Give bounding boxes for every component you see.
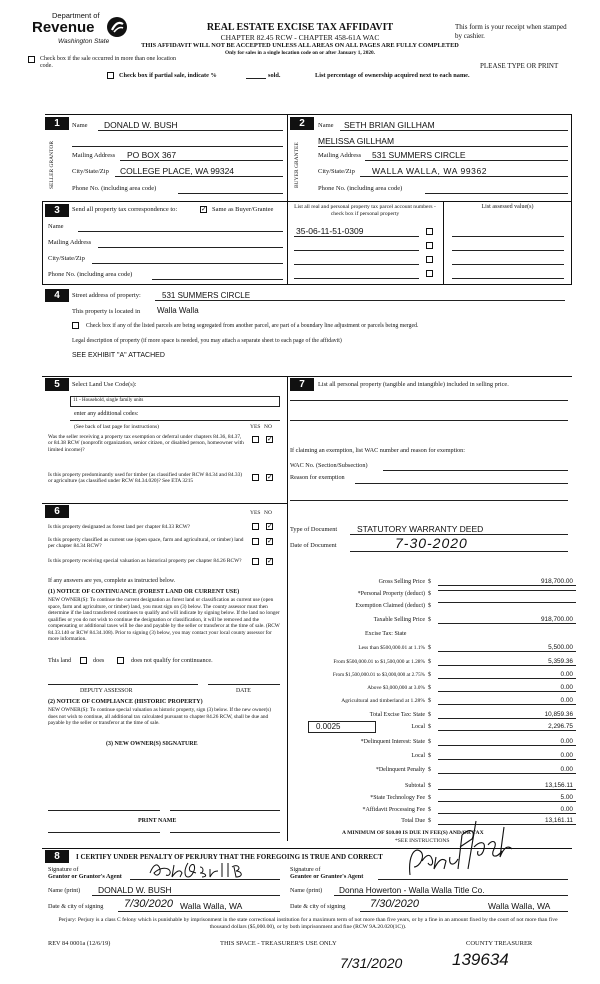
notice-compliance-body: NEW OWNER(S): To continue special valuation as historic property, sign (3) below. If the new owner(s) does not wish to continue, all additional tax calculated pursuant to chapter 84.26 RCW, shall be due and payable by the seller or transferor at the time of sale. — [48, 707, 272, 726]
if-any-yes-text: If any answers are yes, complete as instructed below. — [48, 578, 176, 584]
sec6-q2-no-checkbox[interactable]: ✓ — [267, 537, 273, 545]
send-correspondence-label: Send all property tax correspondence to: — [72, 206, 178, 213]
parcel-1-checkbox[interactable] — [426, 228, 433, 235]
parcel-line-1[interactable] — [294, 236, 419, 237]
doc-date-value: 7-30-2020 — [395, 535, 468, 551]
grantee-date-label: Date & city of signing — [290, 903, 346, 910]
seller-city-line — [115, 176, 283, 177]
doc-type-label: Type of Document — [290, 526, 338, 533]
sec5-q2-yes-checkbox[interactable] — [252, 474, 259, 481]
sec6-q3-no-checkbox[interactable]: ✓ — [267, 557, 273, 565]
seller-phone-line — [178, 193, 283, 194]
same-as-buyer-label: Same as Buyer/Grantee — [212, 206, 274, 213]
street-address-label: Street address of property: — [72, 292, 141, 299]
grantor-sig-label-1: Signature of — [48, 866, 79, 873]
does-label: does — [93, 657, 105, 664]
parcel-4-checkbox[interactable] — [426, 270, 433, 277]
buyer-mailing-value: 531 SUMMERS CIRCLE — [372, 150, 466, 160]
multi-location-label: Check box if the sale occurred in more than one location code. — [40, 56, 176, 69]
grantor-date-value: 7/30/2020 — [124, 898, 173, 910]
buyer-name-value-2: MELISSA GILLHAM — [318, 136, 395, 146]
grantor-sig-label-2: Grantor or Grantor's Agent — [48, 873, 122, 880]
sec5-q2-no-checkbox[interactable]: ✓ — [267, 473, 273, 481]
multi-location-checkbox[interactable] — [28, 56, 35, 63]
assessed-header: List assessed value(s) — [481, 204, 534, 210]
revenue-logo-icon — [106, 16, 128, 38]
does-qualify-checkbox[interactable] — [80, 657, 87, 664]
parcel-3-checkbox[interactable] — [426, 256, 433, 263]
assessed-line-2[interactable] — [452, 250, 564, 251]
grantee-name-line[interactable] — [334, 895, 568, 896]
warning-text: THIS AFFIDAVIT WILL NOT BE ACCEPTED UNLESS ALL AREAS ON ALL PAGES ARE FULLY COMPLETED — [141, 42, 459, 49]
tax-row: Local $ 2,296.75 — [290, 724, 590, 735]
segregated-label: Check box if any of the listed parcels are being segregated from another parcel, are part of a boundary line adjustment or parcels being merged. — [86, 323, 419, 329]
new-owner-signature-label: (3) NEW OWNER(S) SIGNATURE — [106, 741, 198, 747]
notice-continuance-title: (1) NOTICE OF CONTINUANCE (FOREST LAND OR CURRENT USE) — [48, 589, 240, 595]
doc-date-label: Date of Document — [290, 542, 337, 549]
deputy-date-line[interactable] — [208, 684, 280, 685]
center-column-divider — [287, 376, 288, 841]
sec6-top-rule — [42, 503, 287, 504]
additional-codes-line[interactable] — [70, 420, 280, 421]
new-owner-sig-line-right[interactable] — [170, 810, 280, 811]
revenue-text: Revenue — [32, 19, 95, 36]
sec6-question-3: Is this property receiving special valuation as historical property per chapter 84.26 RCW? — [48, 558, 242, 564]
grantee-sig-label-2: Grantee or Grantee's Agent — [290, 873, 364, 880]
grantor-signature-icon — [148, 859, 248, 881]
sec3-phone-label: Phone No. (including area code) — [48, 271, 133, 278]
doc-date-line[interactable] — [350, 551, 568, 552]
parcel-line-4[interactable] — [294, 278, 419, 279]
section-5-number: 5 — [45, 378, 69, 391]
buyer-name-line-2 — [318, 146, 568, 147]
assessed-line-4[interactable] — [452, 278, 564, 279]
section-4-number: 4 — [45, 289, 69, 302]
buyer-mailing-label: Mailing Address — [318, 152, 362, 159]
section-1-number: 1 — [45, 117, 69, 130]
seller-phone-label: Phone No. (including area code) — [72, 185, 157, 192]
tax-row: *Personal Property (deduct) $ — [290, 591, 590, 602]
treasurer-space: THIS SPACE - TREASURER'S USE ONLY — [220, 940, 337, 947]
seller-blank-line — [72, 146, 283, 147]
new-owner-sig-line-left[interactable] — [48, 810, 160, 811]
tax-row: Subtotal $ 13,156.11 — [290, 783, 590, 794]
grantee-signature-icon — [400, 817, 520, 879]
buyer-phone-label: Phone No. (including area code) — [318, 185, 403, 192]
sec5-question-1: Was the seller receiving a property tax exemption or deferral under chapters 84.36, 84.37, or 84.38 RCW (nonprofit organization, senior citizen, or disabled person, homeowner with limited income)? — [48, 434, 244, 453]
exemption-label: If claiming an exemption, list WAC number and reason for exemption: — [290, 447, 465, 454]
sec3-divider — [287, 201, 288, 285]
sec1-sec2-divider — [287, 114, 288, 202]
buyer-grantee-label: BUYER GRANTEE — [294, 142, 300, 188]
grantee-date-line[interactable] — [360, 911, 568, 912]
tax-row: Total Excise Tax: State $ 10,859.36 — [290, 712, 590, 723]
tax-row: From $500,000.01 to $1,500,000 at 1.28% $ 5,359.36 — [290, 659, 590, 670]
reason-label: Reason for exemption — [290, 474, 345, 481]
reason-line-1[interactable] — [355, 483, 568, 484]
dept-of-text: Department of — [52, 11, 100, 20]
tax-row: Exemption Claimed (deduct) $ — [290, 603, 590, 614]
sec5-yes-header: YES — [250, 424, 261, 430]
sec3-city-label: City/State/Zip — [48, 255, 85, 262]
grantor-name-line[interactable] — [92, 895, 280, 896]
grantee-name-label: Name (print) — [290, 887, 323, 894]
tax-row: Agricultural and timberland at 1.28% $ 0.00 — [290, 698, 590, 709]
seller-grantor-label: SELLER GRANTOR — [49, 140, 55, 190]
partial-sale-checkbox[interactable] — [107, 72, 114, 79]
assessed-line-3[interactable] — [452, 264, 564, 265]
legal-description-label: Legal description of property (if more space is needed, you may attach a separate sheet to each page of the affidavit) — [72, 338, 342, 344]
sec6-question-1: Is this property designated as forest land per chapter 84.33 RCW? — [48, 524, 191, 530]
perjury-text — [48, 917, 568, 931]
sec6-q2-yes-checkbox[interactable] — [252, 538, 259, 545]
grantor-date-label: Date & city of signing — [48, 903, 104, 910]
tax-row: Less than $500,000.01 at 1.1% $ 5,500.00 — [290, 645, 590, 656]
buyer-city-value: WALLA WALLA, WA 99362 — [372, 166, 488, 176]
doc-type-value: STATUTORY WARRANTY DEED — [357, 524, 484, 534]
tax-row: Taxable Selling Price $ 918,700.00 — [290, 617, 590, 628]
form-id: REV 84 0001a (12/6/19) — [48, 940, 111, 947]
buyer-mailing-line — [365, 160, 568, 161]
sec3-mailing-label: Mailing Address — [48, 239, 92, 246]
receipt-note: This form is your receipt when stamped by cashier. — [455, 23, 567, 40]
section-7-number: 7 — [290, 378, 314, 391]
print-name-line-left[interactable] — [48, 832, 160, 833]
seller-city-value: COLLEGE PLACE, WA 99324 — [120, 166, 235, 176]
sec6-q3-yes-checkbox[interactable] — [252, 558, 259, 565]
sec1-top-rule — [45, 114, 572, 115]
washington-state-text: Washington State — [58, 38, 110, 45]
grantor-name-value: DONALD W. BUSH — [98, 885, 172, 895]
perjury-body: Perjury: Perjury is a class C felony which is punishable by imprisonment in the state correctional institution for a maximum term of not more than five years, or by a fine in an amount fixed by the court of not more than five thousand dollars ($5,000.00), or by both imprisonment and fine (RCW 9A.20.020(1C)). — [58, 917, 558, 930]
tax-row: Total Due $ 13,161.11 — [290, 818, 590, 829]
sec5-no-header: NO — [264, 424, 272, 430]
local-rate-value: 0.0025 — [316, 722, 341, 731]
does-not-qualify-checkbox[interactable] — [117, 657, 124, 664]
ownership-note: List percentage of ownership acquired next to each name. — [315, 72, 470, 79]
parcel-line-2[interactable] — [294, 250, 419, 251]
tax-row: *Delinquent Interest: State $ 0.00 — [290, 739, 590, 750]
seller-name-line — [98, 130, 283, 131]
tax-row: From $1,500,000.01 to $3,000,000 at 2.75% $ 0.00 — [290, 672, 590, 683]
tax-row: *Affidavit Processing Fee $ 0.00 — [290, 807, 590, 818]
assessed-line-1[interactable] — [452, 236, 564, 237]
buyer-name-label: Name — [318, 122, 334, 129]
section-2-number: 2 — [290, 117, 314, 130]
land-use-value: 11 - Household, single family units — [73, 398, 144, 403]
personal-property-line-1[interactable] — [290, 400, 568, 401]
parcel-line-3[interactable] — [294, 264, 419, 265]
parcel-header: List all real and personal property tax parcel account numbers - check box if personal property — [294, 204, 436, 217]
sec5-q1-yes-checkbox[interactable] — [252, 436, 259, 443]
tax-row: *State Technology Fee $ 5.00 — [290, 795, 590, 806]
sec6-yes-header: YES — [250, 510, 261, 516]
additional-codes-label: enter any additional codes: — [74, 411, 139, 417]
sec3-mailing-line[interactable] — [98, 247, 283, 248]
buyer-name-value-1: SETH BRIAN GILLHAM — [344, 120, 435, 130]
county-treasurer: COUNTY TREASURER — [466, 940, 533, 947]
section-6-number: 6 — [45, 505, 69, 518]
stamp-date: 7/31/2020 — [340, 955, 403, 971]
located-in-value: Walla Walla — [157, 306, 199, 315]
this-land-label: This land — [48, 657, 72, 664]
sec3-name-label: Name — [48, 223, 64, 230]
street-address-value: 531 SUMMERS CIRCLE — [162, 291, 251, 300]
see-instructions-text: *SEE INSTRUCTIONS — [395, 838, 450, 844]
sec6-q1-no-checkbox[interactable]: ✓ — [267, 522, 273, 530]
personal-property-label: List all personal property (tangible and intangible) included in selling price. — [318, 381, 509, 388]
notice-continuance-body: NEW OWNER(S): To continue the current designation as forest land or classification as current use (open space, farm and agriculture, or timber) land, you must sign on (3) below. The county assessor must then determine if the land transferred continues to qualify and will indicate by signing below. If the land no longer qualifies or you do not wish to continue the designation or classification, it will be removed and the compensating or additional taxes will be due and payable by the seller or transferor at the time of sale. (RCW 84.33.140 or RCW 84.34.108). Prior to signing (3) below, you may contact your local county assessor for more information. — [48, 597, 280, 642]
notice-compliance-title: (2) NOTICE OF COMPLIANCE (HISTORIC PROPERTY) — [48, 699, 203, 705]
form-title: REAL ESTATE EXCISE TAX AFFIDAVIT — [206, 22, 394, 33]
parcel-number-value: 35-06-11-51-0309 — [296, 226, 364, 236]
sec5-q1-no-checkbox[interactable]: ✓ — [267, 435, 273, 443]
grantee-sig-label — [290, 866, 363, 880]
sec5-question-2: Is this property predominantly used for timber (as classified under RCW 84.34 and 84.33) or agriculture (as classified under RCW 84.34.020)? See ETA 3215 — [48, 472, 243, 485]
buyer-name-line — [340, 130, 568, 131]
sec3-city-line[interactable] — [92, 263, 283, 264]
see-back-text: (See back of last page for instructions) — [74, 424, 159, 430]
section-8-number: 8 — [45, 850, 69, 863]
only-sales-text: Only for sales in a single location code on or after January 1, 2020. — [225, 50, 375, 56]
street-address-line[interactable] — [155, 300, 565, 301]
form-subtitle: CHAPTER 82.45 RCW - CHAPTER 458-61A WAC — [220, 33, 380, 42]
buyer-city-label: City/State/Zip — [318, 168, 355, 175]
sec5-top-rule — [42, 376, 572, 377]
same-as-buyer-checkbox[interactable]: ✓ — [201, 205, 207, 213]
partial-sale-label: Check box if partial sale, indicate % — [119, 72, 217, 79]
grantee-name-value: Donna Howerton - Walla Walla Title Co. — [339, 885, 485, 895]
buyer-phone-line — [425, 193, 568, 194]
located-in-label: This property is located in — [72, 308, 141, 315]
seller-city-label: City/State/Zip — [72, 168, 109, 175]
grantor-date-line[interactable] — [118, 911, 280, 912]
certify-text: I CERTIFY UNDER PENALTY OF PERJURY THAT THE FOREGOING IS TRUE AND CORRECT — [76, 853, 383, 861]
seller-mailing-value: PO BOX 367 — [127, 150, 177, 160]
deputy-date-label: DATE — [236, 688, 251, 694]
wac-label: WAC No. (Section/Subsection) — [290, 462, 368, 469]
grantor-city-value: Walla Walla, WA — [180, 901, 243, 911]
grantee-city-value: Walla Walla, WA — [488, 901, 551, 911]
sec6-question-2: Is this property classified as current use (open space, farm and agricultural, or timber) land per chapter 84.34 RCW? — [48, 537, 244, 550]
parcel-2-checkbox[interactable] — [426, 242, 433, 249]
grantor-name-label: Name (print) — [48, 887, 81, 894]
grantor-sig-label — [48, 866, 122, 880]
excise-tax-state-label: Excise Tax: State — [365, 631, 407, 637]
seller-mailing-label: Mailing Address — [72, 152, 116, 159]
seller-name-value: DONALD W. BUSH — [104, 120, 178, 130]
minimum-fee-text: A MINIMUM OF $10.00 IS DUE IN FEE(S) AND/OR TAX — [342, 830, 484, 836]
tax-row: Above $3,000,000 at 3.0% $ 0.00 — [290, 685, 590, 696]
please-type-text: PLEASE TYPE OR PRINT — [480, 62, 559, 70]
reason-line-2[interactable] — [290, 500, 568, 501]
print-name-label: PRINT NAME — [138, 818, 177, 824]
wac-line[interactable] — [383, 470, 568, 471]
tax-row: *Delinquent Penalty $ 0.00 — [290, 767, 590, 778]
buyer-city-line — [360, 176, 568, 177]
grantee-date-value: 7/30/2020 — [370, 898, 419, 910]
sec3-phone-line[interactable] — [152, 279, 283, 280]
seller-mailing-line — [120, 160, 283, 161]
grantee-signature-line[interactable] — [378, 879, 568, 880]
tax-row: Gross Selling Price $ 918,700.00 — [290, 579, 590, 590]
sec6-q1-yes-checkbox[interactable] — [252, 523, 259, 530]
does-not-label: does not qualify for continuance. — [131, 657, 213, 664]
land-use-label: Select Land Use Code(s): — [72, 381, 137, 388]
tax-row: Local $ 0.00 — [290, 753, 590, 764]
deputy-assessor-label: DEPUTY ASSESSOR — [80, 688, 133, 694]
segregated-checkbox[interactable] — [72, 322, 79, 329]
section-3-number: 3 — [45, 204, 69, 217]
personal-property-line-2[interactable] — [290, 420, 568, 421]
seller-name-label: Name — [72, 122, 88, 129]
print-name-line-right[interactable] — [170, 832, 280, 833]
sold-label: sold. — [268, 72, 281, 79]
legal-description-value: SEE EXHIBIT "A" ATTACHED — [72, 352, 165, 359]
partial-percent-field[interactable] — [246, 71, 266, 79]
sec3-name-line[interactable] — [78, 231, 283, 232]
deputy-assessor-line[interactable] — [48, 684, 198, 685]
sec6-no-header: NO — [264, 510, 272, 516]
stamp-number: 139634 — [452, 950, 509, 969]
sec3-divider-2 — [443, 201, 444, 285]
grantee-sig-label-1: Signature of — [290, 866, 321, 873]
